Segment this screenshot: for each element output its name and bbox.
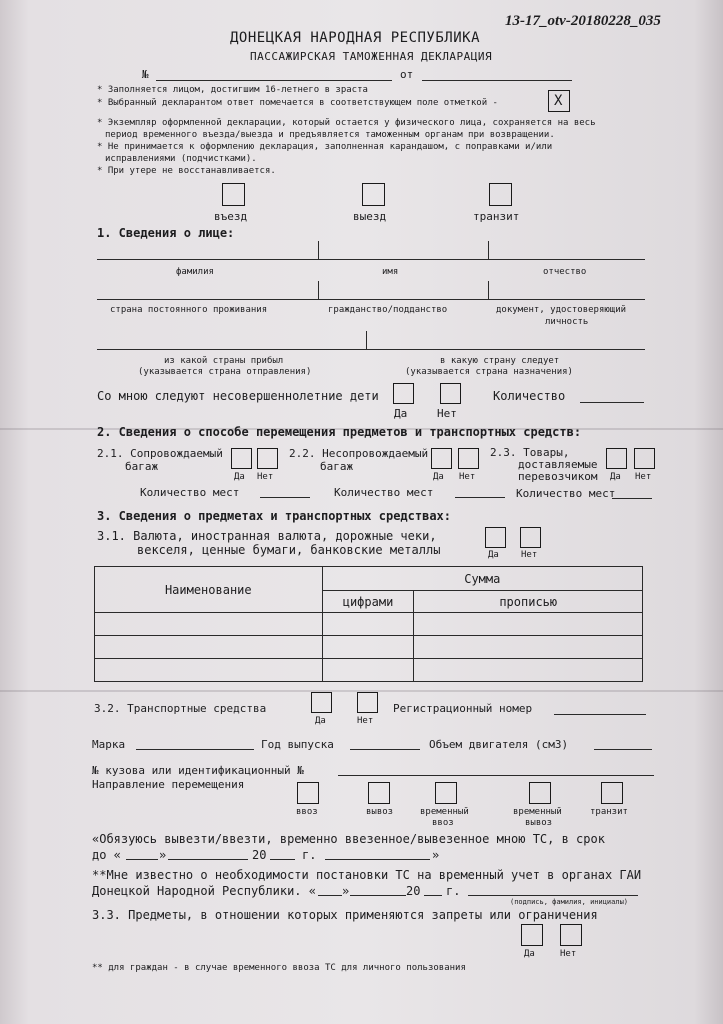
pledge-end: » — [432, 848, 440, 862]
table-row — [95, 613, 643, 636]
brand-field[interactable] — [136, 749, 254, 750]
unaccompanied-places-label: Количество мест — [334, 486, 434, 499]
cell[interactable] — [95, 613, 323, 636]
accompanied-label-b: багаж — [125, 460, 159, 473]
carrier-label-b: доставляемые — [518, 458, 598, 471]
gai-day-field[interactable] — [318, 895, 342, 896]
name-row-line[interactable] — [97, 259, 645, 260]
vehicles-yes-label: Да — [315, 716, 326, 726]
temp-import-label-a: временный — [420, 807, 469, 817]
minors-no-checkbox[interactable] — [440, 383, 461, 404]
movement-label: Направление перемещения — [92, 778, 245, 791]
minors-label: Со мною следуют несовершеннолетние дети — [97, 389, 379, 403]
from-country-label-b: (указывается страна отправления) — [138, 367, 312, 377]
currency-no-label: Нет — [521, 550, 538, 560]
cell[interactable] — [95, 659, 323, 682]
vehicles-label: 3.2. Транспортные средства — [94, 702, 267, 715]
divider — [318, 281, 319, 299]
accompanied-yes-label: Да — [234, 472, 245, 482]
accompanied-places-field[interactable] — [260, 497, 310, 498]
entry-checkbox[interactable] — [222, 183, 245, 206]
col-digits-header: цифрами — [322, 591, 414, 613]
temp-import-checkbox[interactable] — [435, 782, 457, 804]
note-copy-b: период временного въезда/выезда и предъявляется таможенным органам при возвращении. — [105, 130, 555, 140]
gai-year-prefix: 20 — [406, 884, 421, 898]
body-number-field[interactable] — [338, 775, 654, 776]
export-checkbox[interactable] — [368, 782, 390, 804]
unaccompanied-no-checkbox[interactable] — [458, 448, 479, 469]
vehicles-no-label: Нет — [357, 716, 374, 726]
name-label: имя — [382, 267, 399, 277]
table-row — [95, 636, 643, 659]
carrier-label-c: перевозчиком — [518, 470, 598, 483]
residence-row-line[interactable] — [97, 299, 645, 300]
note-pencil-b: исправлениями (подчистками). — [105, 154, 257, 164]
carrier-label-a: 2.3. Товары, — [490, 446, 570, 459]
gai-text-b: Донецкой Народной Республики. « — [92, 884, 316, 898]
unaccompanied-places-field[interactable] — [455, 497, 505, 498]
note-pencil-a: * Не принимается к оформлению декларация, заполненная карандашом, с поправками и/или — [97, 142, 553, 152]
cell[interactable] — [322, 636, 414, 659]
pledge-day-field[interactable] — [126, 859, 158, 860]
import-label: ввоз — [296, 807, 318, 817]
transit-label: транзит — [473, 210, 520, 223]
cell[interactable] — [414, 636, 643, 659]
accompanied-places-label: Количество мест — [140, 486, 240, 499]
cell[interactable] — [414, 659, 643, 682]
note-copy-a: * Экземпляр оформленной декларации, который остается у физического лица, сохраняется на весь — [97, 118, 596, 128]
export-label: вывоз — [366, 807, 394, 817]
unaccompanied-yes-label: Да — [433, 472, 444, 482]
accompanied-no-checkbox[interactable] — [257, 448, 278, 469]
minors-yes-checkbox[interactable] — [393, 383, 414, 404]
carrier-no-checkbox[interactable] — [634, 448, 655, 469]
reg-number-field[interactable] — [554, 714, 646, 715]
carrier-no-label: Нет — [635, 472, 652, 482]
unaccompanied-no-label: Нет — [459, 472, 476, 482]
vehicles-no-checkbox[interactable] — [357, 692, 378, 713]
footnote: ** для граждан - в случае временного ввоза ТС для личного пользования — [92, 963, 466, 973]
number-label: № — [142, 68, 149, 81]
section2-title: 2. Сведения о способе перемещения предметов и транспортных средств: — [97, 425, 582, 439]
pledge-text-a: «Обязуюсь вывезти/ввезти, временно ввезенное/вывезенное мною ТС, в срок — [92, 832, 605, 846]
entry-label: въезд — [214, 210, 248, 223]
minors-yes-label: Да — [394, 407, 408, 420]
pledge-year-prefix: 20 — [252, 848, 267, 862]
year-field[interactable] — [350, 749, 420, 750]
patronymic-label: отчество — [543, 267, 587, 277]
cell[interactable] — [95, 636, 323, 659]
col-words-header: прописью — [414, 591, 643, 613]
divider — [366, 331, 367, 349]
restricted-yes-checkbox[interactable] — [521, 924, 543, 946]
transit-move-label: транзит — [590, 807, 628, 817]
pledge-month-field[interactable] — [168, 859, 248, 860]
pledge-prefix: до « — [92, 848, 121, 862]
signature-field[interactable] — [468, 895, 638, 896]
cell[interactable] — [414, 613, 643, 636]
mark-sample-box — [548, 90, 570, 112]
temp-import-label-b: ввоз — [432, 818, 454, 828]
col-sum-header: Сумма — [322, 567, 642, 591]
vehicles-yes-checkbox[interactable] — [311, 692, 332, 713]
pledge-g: г. — [302, 848, 317, 862]
id-doc-label-b: личность — [545, 317, 589, 327]
form-title: ПАССАЖИРСКАЯ ТАМОЖЕННАЯ ДЕКЛАРАЦИЯ — [250, 50, 493, 63]
body-number-label: № кузова или идентификационный № — [92, 764, 304, 777]
import-checkbox[interactable] — [297, 782, 319, 804]
restricted-label: 3.3. Предметы, в отношении которых применяются запреты или ограничения — [92, 908, 598, 922]
countries-row-line[interactable] — [97, 349, 645, 350]
table-row — [95, 659, 643, 682]
citizenship-label: гражданство/подданство — [328, 305, 448, 315]
from-label: от — [400, 68, 414, 81]
brand-label: Марка — [92, 738, 126, 751]
transit-move-checkbox[interactable] — [601, 782, 623, 804]
currency-label-a: 3.1. Валюта, иностранная валюта, дорожные чеки, — [97, 529, 437, 543]
note-age: * Заполняется лицом, достигшим 16-летнего в зраста — [97, 85, 368, 95]
pledge-mid: » — [159, 848, 167, 862]
carrier-yes-checkbox[interactable] — [606, 448, 627, 469]
carrier-places-field[interactable] — [612, 498, 652, 499]
restricted-yes-label: Да — [524, 949, 535, 959]
col-name-header: Наименование — [95, 567, 323, 613]
republic-title: ДОНЕЦКАЯ НАРОДНАЯ РЕСПУБЛИКА — [230, 30, 481, 46]
divider — [488, 281, 489, 299]
divider — [488, 241, 489, 259]
signature-label: (подпись, фамилия, инициалы) — [510, 898, 629, 906]
gai-mid: » — [342, 884, 350, 898]
section3-title: 3. Сведения о предметах и транспортных средствах: — [97, 509, 452, 523]
to-country-label-b: (указывается страна назначения) — [405, 367, 573, 377]
accompanied-no-label: Нет — [257, 472, 274, 482]
currency-yes-label: Да — [488, 550, 499, 560]
currency-yes-checkbox[interactable] — [485, 527, 506, 548]
pledge-extra-field[interactable] — [325, 859, 430, 860]
gai-year-field[interactable] — [424, 895, 442, 896]
mark-sample: X — [554, 93, 563, 109]
accompanied-yes-checkbox[interactable] — [231, 448, 252, 469]
note-lost: * При утере не восстанавливается. — [97, 166, 276, 176]
gai-month-field[interactable] — [350, 895, 406, 896]
carrier-places-label: Количество мест — [516, 487, 616, 500]
divider — [318, 241, 319, 259]
gai-g: г. — [446, 884, 461, 898]
cell[interactable] — [322, 613, 414, 636]
accompanied-label-a: 2.1. Сопровождаемый — [97, 447, 223, 460]
unaccompanied-yes-checkbox[interactable] — [431, 448, 452, 469]
note-mark: * Выбранный декларантом ответ помечается в соответствующем поле отметкой - — [97, 98, 498, 108]
residence-label: страна постоянного проживания — [110, 305, 268, 315]
surname-label: фамилия — [176, 267, 214, 277]
number-field[interactable] — [156, 80, 392, 81]
temp-export-checkbox[interactable] — [529, 782, 551, 804]
restricted-no-label: Нет — [560, 949, 577, 959]
currency-no-checkbox[interactable] — [520, 527, 541, 548]
year-label: Год выпуска — [261, 738, 334, 751]
minors-count-label: Количество — [493, 389, 566, 403]
currency-table — [94, 566, 643, 682]
minors-count-field[interactable] — [580, 402, 644, 403]
id-doc-label-a: документ, удостоверяющий — [496, 305, 627, 315]
section1-title: 1. Сведения о лице: — [97, 226, 235, 240]
engine-label: Объем двигателя (см3) — [429, 738, 569, 751]
temp-export-label-a: временный — [513, 807, 562, 817]
minors-no-label: Нет — [437, 407, 457, 420]
cell[interactable] — [322, 659, 414, 682]
exit-label: выезд — [353, 210, 387, 223]
transit-checkbox[interactable] — [489, 183, 512, 206]
to-country-label-a: в какую страну следует — [440, 356, 560, 366]
date-field[interactable] — [422, 80, 572, 81]
engine-field[interactable] — [594, 749, 652, 750]
currency-label-b: векселя, ценные бумаги, банковские металлы — [137, 543, 441, 557]
temp-export-label-b: вывоз — [525, 818, 553, 828]
unaccompanied-label-a: 2.2. Несопровождаемый — [289, 447, 429, 460]
restricted-no-checkbox[interactable] — [560, 924, 582, 946]
exit-checkbox[interactable] — [362, 183, 385, 206]
pledge-year-field[interactable] — [270, 859, 295, 860]
from-country-label-a: из какой страны прибыл — [164, 356, 284, 366]
reg-number-label: Регистрационный номер — [393, 702, 533, 715]
gai-text-a: **Мне известно о необходимости постановки ТС на временный учет в органах ГАИ — [92, 868, 642, 882]
carrier-yes-label: Да — [610, 472, 621, 482]
unaccompanied-label-b: багаж — [320, 460, 354, 473]
scan-stamp: 13-17_otv-20180228_035 — [505, 13, 661, 29]
